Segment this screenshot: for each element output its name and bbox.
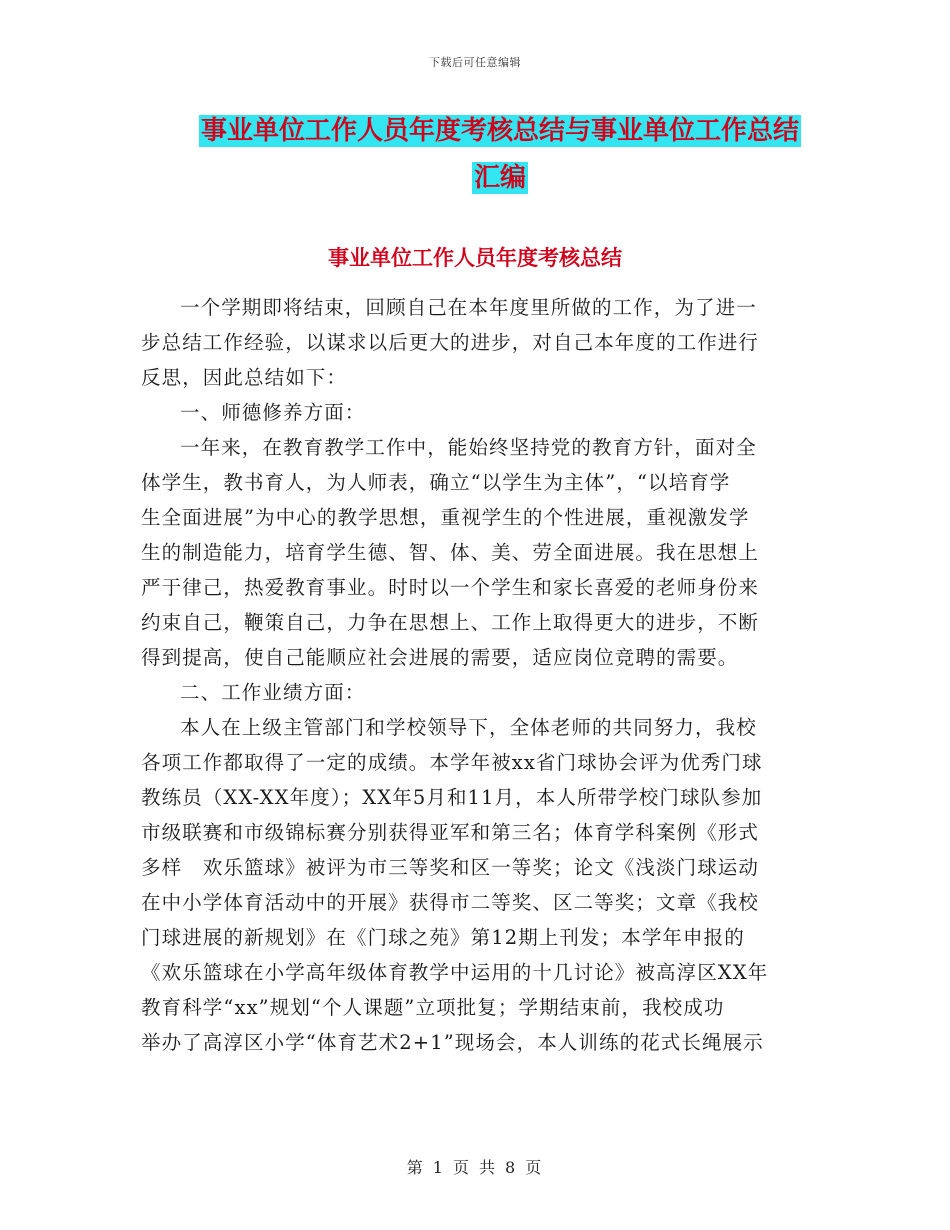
paragraph-line: 教育科学“xx”规划“个人课题”立项批复；学期结束前，我校成功 xyxy=(141,996,725,1019)
paragraph-line: 《欢乐篮球在小学高年级体育教学中运用的十几讨论》被高淳区XX年 xyxy=(141,961,769,984)
paragraph-line: 在中小学体育活动中的开展》获得市二等奖、区二等奖；文章《我校 xyxy=(141,891,760,914)
paragraph-line: 一年来，在教育教学工作中，能始终坚持党的教育方针，面对全 xyxy=(180,436,757,459)
paragraph-line: 多样 欢乐篮球》被评为市三等奖和区一等奖；论文《浅淡门球运动 xyxy=(141,856,760,879)
footer-total-label: 共 xyxy=(479,1158,498,1177)
paragraph-line: 体学生，教书育人，为人师表，确立“以学生为主体”，“以培育学 xyxy=(141,471,731,494)
paragraph-line: 门球进展的新规划》在《门球之苑》第12期上刊发；本学年申报的 xyxy=(141,926,745,949)
section-title: 事业单位工作人员年度考核总结 xyxy=(328,246,622,270)
page-footer xyxy=(0,1155,950,1178)
paragraph-line: 严于律己，热爱教育事业。时时以一个学生和家长喜爱的老师身份来 xyxy=(141,576,760,599)
paragraph-line: 本人在上级主管部门和学校领导下，全体老师的共同努力，我校 xyxy=(180,716,757,739)
heading-line: 一、师德修养方面： xyxy=(180,401,366,424)
header-note: 下载后可任意编辑 xyxy=(429,56,521,69)
document-title-line-2: 汇编 xyxy=(473,163,526,193)
document-title-line-1: 事业单位工作人员年度考核总结与事业单位工作总结 xyxy=(200,116,799,146)
paragraph-line: 约束自己，鞭策自己，力争在思想上、工作上取得更大的进步，不断 xyxy=(141,611,760,634)
footer-suffix: 页 xyxy=(525,1158,544,1177)
paragraph-line: 各项工作都取得了一定的成绩。本学年被xx省门球协会评为优秀门球 xyxy=(141,751,763,774)
body-text xyxy=(141,290,807,1060)
heading-line: 二、工作业绩方面： xyxy=(180,681,366,704)
paragraph-line: 生全面进展”为中心的教学思想，重视学生的个性进展，重视激发学 xyxy=(141,506,750,529)
paragraph-line: 反思，因此总结如下： xyxy=(141,366,348,389)
paragraph-line: 步总结工作经验，以谋求以后更大的进步，对自己本年度的工作进行 xyxy=(141,331,760,354)
footer-page-label: 页 xyxy=(452,1158,471,1177)
paragraph-line: 举办了高淳区小学“体育艺术2+1”现场会，本人训练的花式长绳展示 xyxy=(141,1031,764,1054)
paragraph-line: 得到提高，使自己能顺应社会进展的需要，适应岗位竞聘的需要。 xyxy=(141,646,739,669)
total-pages: 8 xyxy=(505,1158,518,1177)
paragraph-line: 一个学期即将结束，回顾自己在本年度里所做的工作，为了进一 xyxy=(180,296,757,319)
paragraph-line: 教练员（XX-XX年度）；XX年5月和11月，本人所带学校门球队参加 xyxy=(141,786,763,809)
paragraph-line: 市级联赛和市级锦标赛分别获得亚军和第三名；体育学科案例《形式 xyxy=(141,821,760,844)
document-title xyxy=(150,108,850,202)
footer-prefix: 第 xyxy=(406,1158,425,1177)
paragraph-line: 生的制造能力，培育学生德、智、体、美、劳全面进展。我在思想上 xyxy=(141,541,760,564)
page-number: 1 xyxy=(432,1158,445,1177)
